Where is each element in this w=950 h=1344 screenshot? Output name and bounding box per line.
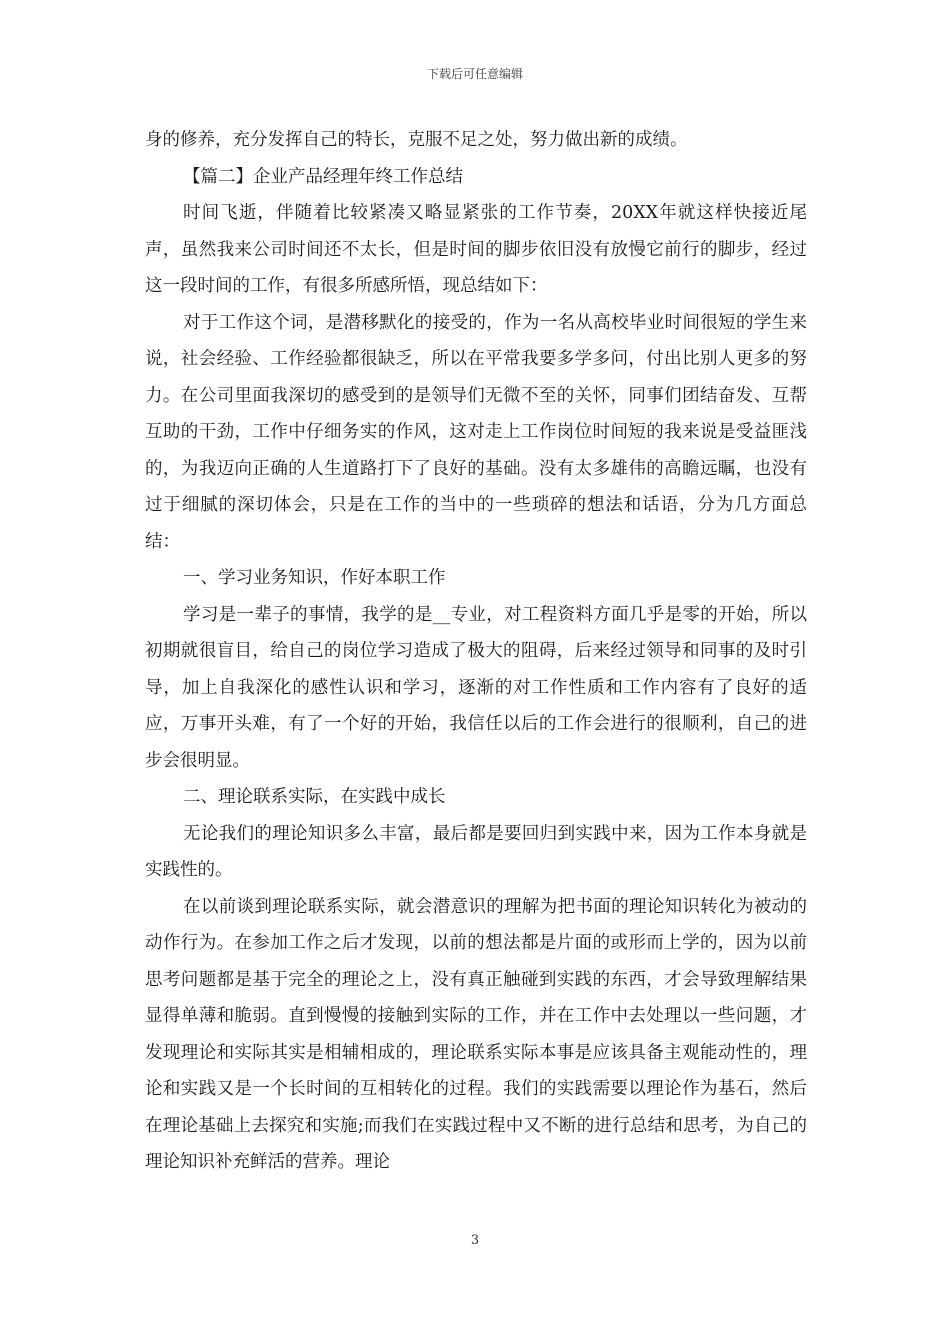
paragraph-theory-practice: 在以前谈到理论联系实际，就会潜意识的理解为把书面的理论知识转化为被动的动作行为。在参加工作之后才发现，以前的想法都是片面的或形而上学的，因为以前思考问题都是基于完全的理论之上，没有真正触碰到实践的东西，才会导致理解结果显得单薄和脆弱。直到慢慢的接触到实际的工作，并在工作中去处理以一些问题，才发现理论和实际其实是相辅相成的，理论联系实际本事是应该具备主观能动性的，理论和实践又是一个长时间的互相转化的过程。我们的实践需要以理论作为基石，然后在理论基础上去探究和实施;而我们在实践过程中又不断的进行总结和思考，为自己的理论知识补充鲜活的营养。理论 (145, 896, 807, 1172)
document-body (145, 122, 807, 1181)
paragraph-continuation: 身的修养，充分发挥自己的特长，克服不足之处，努力做出新的成绩。 (145, 130, 688, 150)
page-number: 3 (470, 1233, 480, 1248)
paragraph-work-reflection: 对于工作这个词，是潜移默化的接受的，作为一名从高校毕业时间很短的学生来说，社会经验、工作经验都很缺乏，所以在平常我要多学多问，付出比别人更多的努力。在公司里面我深切的感受到的是领导们无微不至的关怀，同事们团结奋发、互帮互助的干劲，工作中仔细务实的作风，这对走上工作岗位时间短的我来说是受益匪浅的，为我迈向正确的人生道路打下了良好的基础。没有太多雄伟的高瞻远瞩，也没有过于细腻的深切体会，只是在工作的当中的一些琐碎的想法和话语，分为几方面总结： (145, 312, 807, 552)
page-header: 下载后可任意编辑 (426, 67, 523, 81)
paragraph-intro: 时间飞逝，伴随着比较紧凑又略显紧张的工作节奏，20XX年就这样快接近尾声，虽然我来公司时间还不太长，但是时间的脚步依旧没有放慢它前行的脚步，经过这一段时间的工作，有很多所感所悟，现总结如下： (145, 203, 807, 296)
subheading-practice: 二、理论联系实际，在实践中成长 (183, 787, 446, 807)
subheading-study: 一、学习业务知识，作好本职工作 (183, 568, 446, 588)
paragraph-study: 学习是一辈子的事情，我学的是__专业，对工程资料方面几乎是零的开始，所以初期就很盲目，给自己的岗位学习造成了极大的阻碍，后来经过领导和同事的及时引导，加上自我深化的感性认识和学习，逐渐的对工作性质和工作内容有了良好的适应，万事开头难，有了一个好的开始，我信任以后的工作会进行的很顺利，自己的进步会很明显。 (145, 604, 807, 771)
paragraph-practice-intro: 无论我们的理论知识多么丰富，最后都是要回归到实践中来，因为工作本身就是实践性的。 (145, 823, 807, 880)
section-title: 【篇二】企业产品经理年终工作总结 (183, 166, 463, 187)
